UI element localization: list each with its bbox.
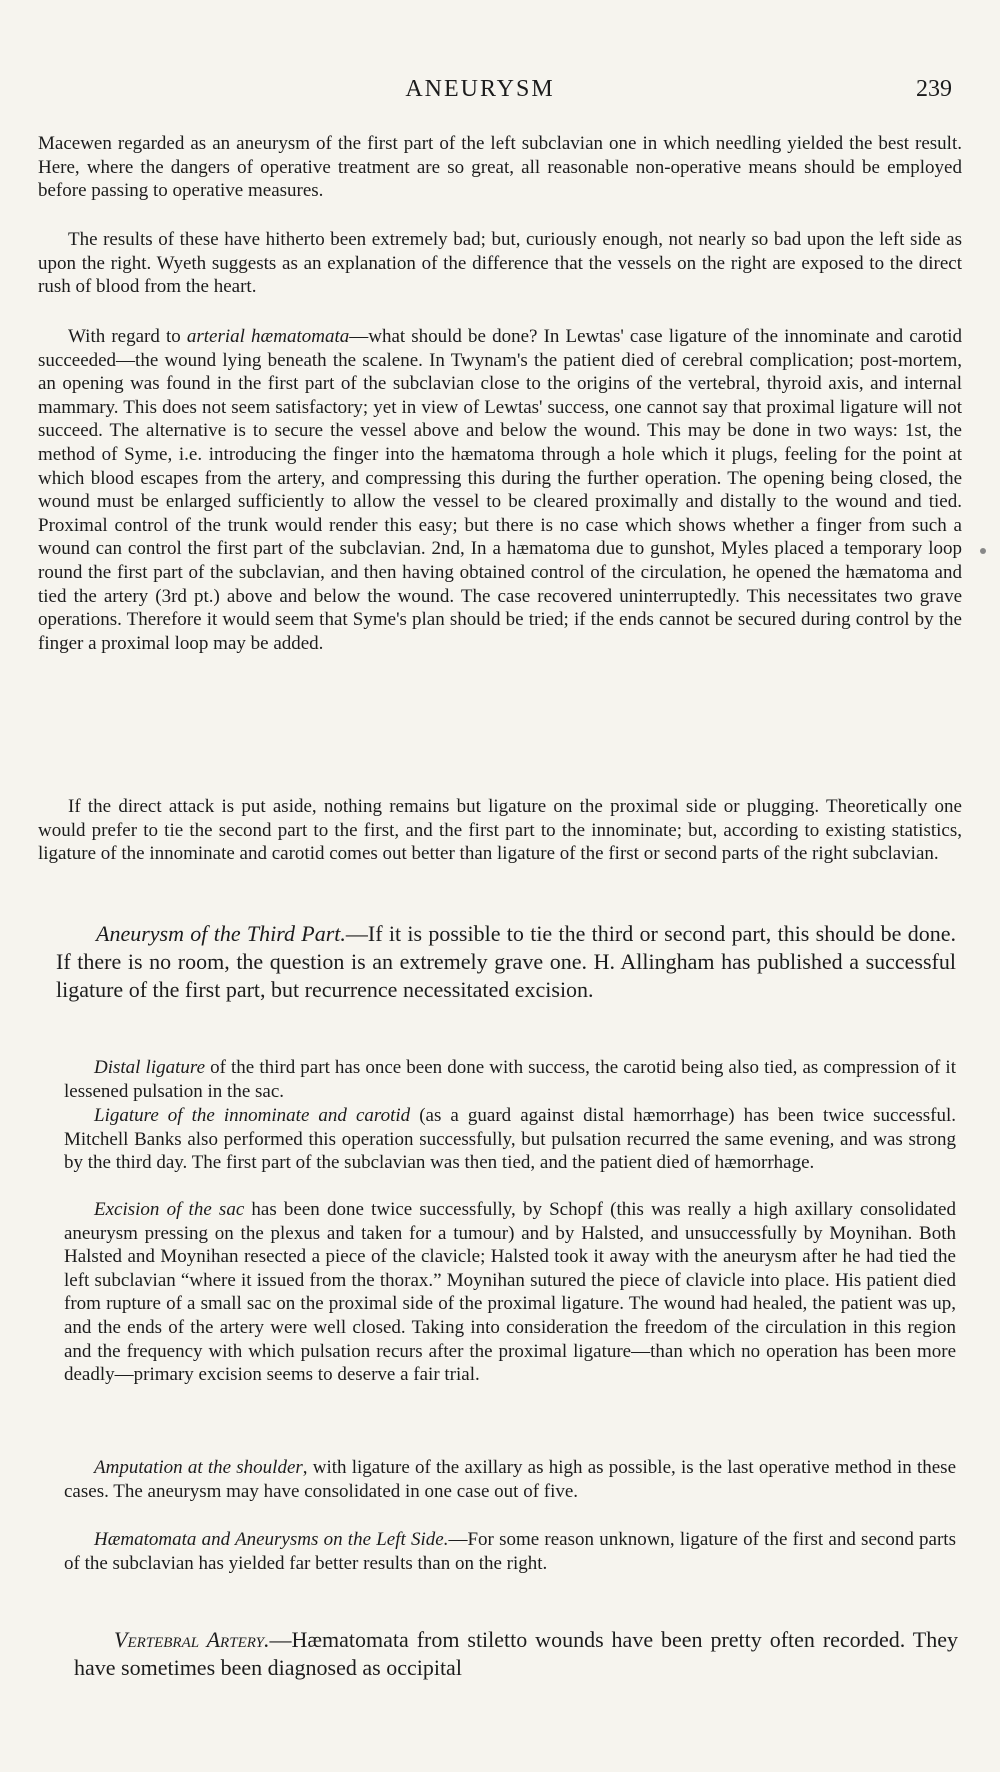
page-number: 239 xyxy=(916,76,952,102)
paragraph-amputation xyxy=(64,1456,956,1503)
paragraph-text: If the direct attack is put aside, nothing remains but ligature on the proximal side or plugging. Theoretically one would prefer to tie the second part to the first, and the first part to the innominate; but, according to existing statistics, ligature of the innominate and carotid comes out better than ligature of the first or second parts of the right subclavian. xyxy=(38,796,962,865)
paragraph-left-side xyxy=(64,1528,956,1575)
paragraph-text: —If it is possible to tie the third or second part, this should be done. If there is no room, the question is an extremely grave one. H. Allingham has published a successful ligature of the first part, but recurrence necessitated excision. xyxy=(56,921,956,1002)
paragraph-excision xyxy=(64,1198,956,1387)
paragraph-text: has been done twice successfully, by Schopf (this was really a high axillary consolidated aneurysm pressing on the plexus and taken for a tumour) and by Halsted, and unsuccessfully by Moynihan. Both Halsted and Moynihan resected a piece of the clavicle; Halsted took it away with the aneurysm after he had tied the left subclavian “where it issued from the thorax.” Moynihan sutured the piece of clavicle into place. His patient died from rupture of a small sac on the proximal side of the proximal ligature. The wound had healed, the patient was up, and the ends of the artery were well closed. Taking into consideration the freedom of the circulation in this region and the frequency with which pulsation recurs after the proximal ligature—than which no operation has been more deadly—primary excision seems to deserve a fair trial. xyxy=(64,1199,956,1386)
paragraph-third-part xyxy=(56,920,956,1004)
paragraph-text: Macewen regarded as an aneurysm of the first part of the left subclavian one in which needling yielded the best result. Here, where the dangers of operative treatment are so great, all reasonable non-operative means should be employed before passing to operative measures. xyxy=(38,133,962,202)
margin-speck xyxy=(980,548,986,554)
lead-italic: arterial hæmatomata xyxy=(186,326,350,347)
paragraph-direct-attack xyxy=(38,795,962,866)
paragraph-text: —Hæmatomata from stiletto wounds have been pretty often recorded. They have sometimes been diagnosed as occipital xyxy=(74,1627,958,1680)
paragraph-vertebral-artery xyxy=(74,1626,958,1682)
paragraph-text: of the third part has once been done with success, the carotid being also tied, as compression of it lessened pulsation in the sac. xyxy=(64,1057,956,1102)
paragraph-text: (as a guard against distal hæmorrhage) has been twice successful. Mitchell Banks also performed this operation successfully, but pulsation recurred the same evening, and was strong by the third day. The first part of the subclavian was then tied, and the patient died of hæmorrhage. xyxy=(64,1105,956,1174)
lead-italic: Hæmatomata and Aneurysms on the Left Side. xyxy=(94,1529,449,1550)
lead-text: With regard to xyxy=(68,326,187,347)
paragraph-text: —For some reason unknown, ligature of the first and second parts of the subclavian has yielded far better results than on the right. xyxy=(64,1529,956,1574)
paragraph-text: —what should be done? In Lewtas' case ligature of the innominate and carotid succeeded—the wound lying beneath the scalene. In Twynam's the patient died of cerebral complication; post-mortem, an opening was found in the first part of the subclavian close to the origins of the vertebral, thyroid axis, and internal mammary. This does not seem satisfactory; yet in view of Lewtas' success, one cannot say that proximal ligature will not succeed. The alternative is to secure the vessel above and below the wound. This may be done in two ways: 1st, the method of Syme, i.e. introducing the finger into the hæmatoma through a hole which it plugs, feeling for the point at which blood escapes from the artery, and compressing this during the further operation. The opening being closed, the wound must be enlarged sufficiently to allow the vessel to be cleared proximally and distally to the wound and tied. Proximal control of the trunk would render this easy; but there is no case which shows whether a finger from such a wound can control the first part of the subclavian. 2nd, In a hæmatoma due to gunshot, Myles placed a temporary loop round the first part of the subclavian, and then having obtained control of the circulation, he opened the hæmatoma and tied the artery (3rd pt.) above and below the wound. The case recovered uninterruptedly. This necessitates two grave operations. Therefore it would seem that Syme's plan should be tried; if the ends cannot be secured during control by the finger a proximal loop may be added. xyxy=(38,326,963,654)
lead-italic: Amputation at the shoulder xyxy=(94,1457,303,1478)
paragraph-macewen xyxy=(38,132,962,203)
lead-italic: Excision of the sac xyxy=(94,1199,245,1220)
lead-italic: Ligature of the innominate and carotid xyxy=(94,1105,411,1126)
paragraph-distal-ligature xyxy=(64,1056,956,1103)
paragraph-results xyxy=(38,228,962,299)
lead-italic: Vertebral Artery. xyxy=(114,1627,270,1652)
lead-italic: Aneurysm of the Third Part. xyxy=(96,921,346,946)
running-title: ANEURYSM xyxy=(405,76,555,102)
paragraph-text: The results of these have hitherto been extremely bad; but, curiously enough, not nearly so bad upon the left side as upon the right. Wyeth suggests as an explanation of the difference that the vessels on the right are exposed to the direct rush of blood from the heart. xyxy=(38,229,962,298)
paragraph-innominate-ligature xyxy=(64,1104,956,1175)
lead-italic: Distal ligature xyxy=(94,1057,206,1078)
paragraph-text: , with ligature of the axillary as high as possible, is the last operative method in these cases. The aneurysm may have consolidated in one case out of five. xyxy=(64,1457,957,1502)
paragraph-arterial-haematomata xyxy=(38,325,962,655)
page-header xyxy=(0,76,1000,116)
